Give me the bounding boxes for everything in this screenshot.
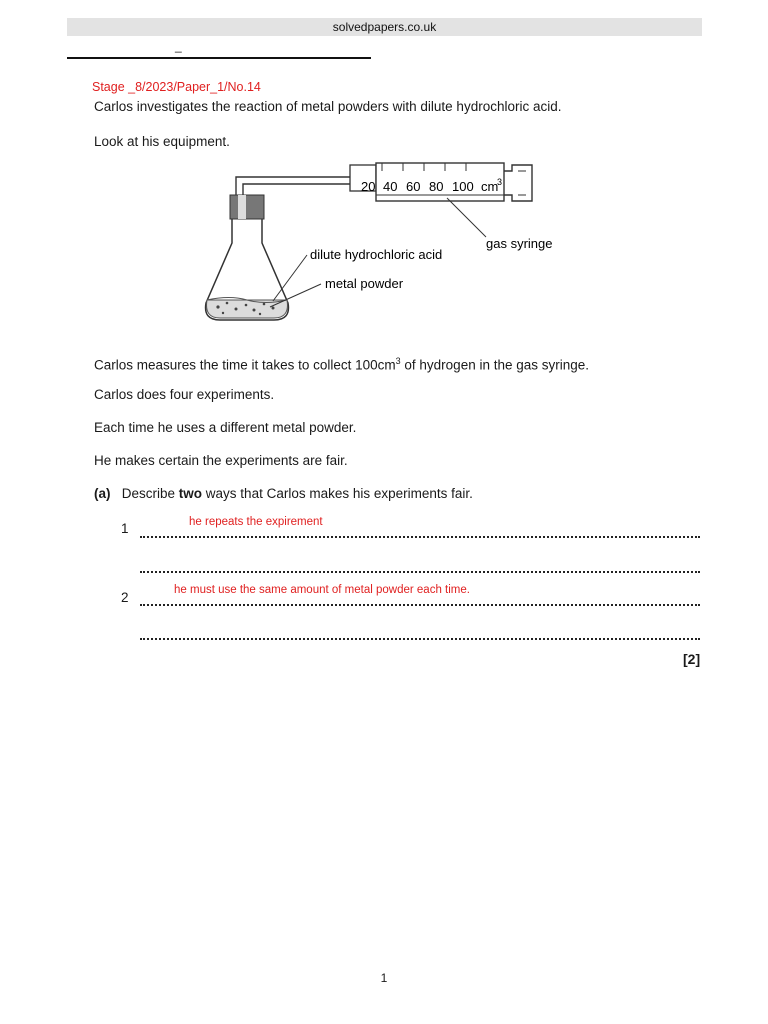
intro-text: Carlos investigates the reaction of metal powders with dilute hydrochloric acid. xyxy=(94,99,562,114)
question-post: ways that Carlos makes his experiments fair. xyxy=(202,486,473,501)
fair-text: He makes certain the experiments are fair. xyxy=(94,453,348,468)
scale-label-80: 80 xyxy=(429,179,444,194)
question-label: (a) xyxy=(94,486,111,501)
scale-label-20: 20 xyxy=(361,179,376,194)
answer-number-2: 2 xyxy=(121,590,129,605)
scale-unit-exp: 3 xyxy=(497,177,503,187)
answer-line-1b[interactable] xyxy=(140,571,700,573)
question-bold: two xyxy=(178,486,203,501)
stage-reference: Stage _8/2023/Paper_1/No.14 xyxy=(92,80,261,94)
page-number: 1 xyxy=(380,971,388,985)
leader-acid xyxy=(273,255,307,301)
look-text: Look at his equipment. xyxy=(94,134,230,149)
question-a xyxy=(94,486,473,501)
header-dash: _ xyxy=(175,39,182,53)
measure-post: of hydrogen in the gas syringe. xyxy=(400,357,590,373)
measure-text xyxy=(94,352,589,375)
answer-line-1a[interactable] xyxy=(140,536,700,538)
measure-exp: 3 xyxy=(395,356,401,366)
equipment-diagram xyxy=(190,155,570,330)
scale-label-40: 40 xyxy=(383,179,398,194)
answer-text-1: he repeats the expirement xyxy=(189,516,323,528)
measure-pre: Carlos measures the time it takes to collect 100 xyxy=(94,357,378,373)
answer-number-1: 1 xyxy=(121,521,129,536)
header-rule xyxy=(67,57,371,59)
measure-unit: cm xyxy=(377,357,396,373)
site-name: solvedpapers.co.uk xyxy=(332,20,437,34)
scale-label-100: 100 xyxy=(452,179,474,194)
metal-powder-layer xyxy=(207,300,288,318)
different-powder-text: Each time he uses a different metal powder. xyxy=(94,420,357,435)
bung xyxy=(230,195,264,219)
answer-line-2a[interactable] xyxy=(140,604,700,606)
marks-total: [2] xyxy=(683,651,701,667)
scale-label-60: 60 xyxy=(406,179,421,194)
site-header xyxy=(67,18,702,36)
leader-gas-syringe xyxy=(447,198,486,237)
answer-line-2b[interactable] xyxy=(140,638,700,640)
label-dilute-acid: dilute hydrochloric acid xyxy=(310,247,443,262)
answer-text-2: he must use the same amount of metal powder each time. xyxy=(174,584,470,596)
four-experiments-text: Carlos does four experiments. xyxy=(94,387,275,402)
label-gas-syringe: gas syringe xyxy=(486,236,553,251)
label-metal-powder: metal powder xyxy=(325,276,404,291)
question-pre: Describe xyxy=(121,486,179,501)
syringe-plunger xyxy=(504,165,532,201)
scale-unit: cm xyxy=(481,179,499,194)
